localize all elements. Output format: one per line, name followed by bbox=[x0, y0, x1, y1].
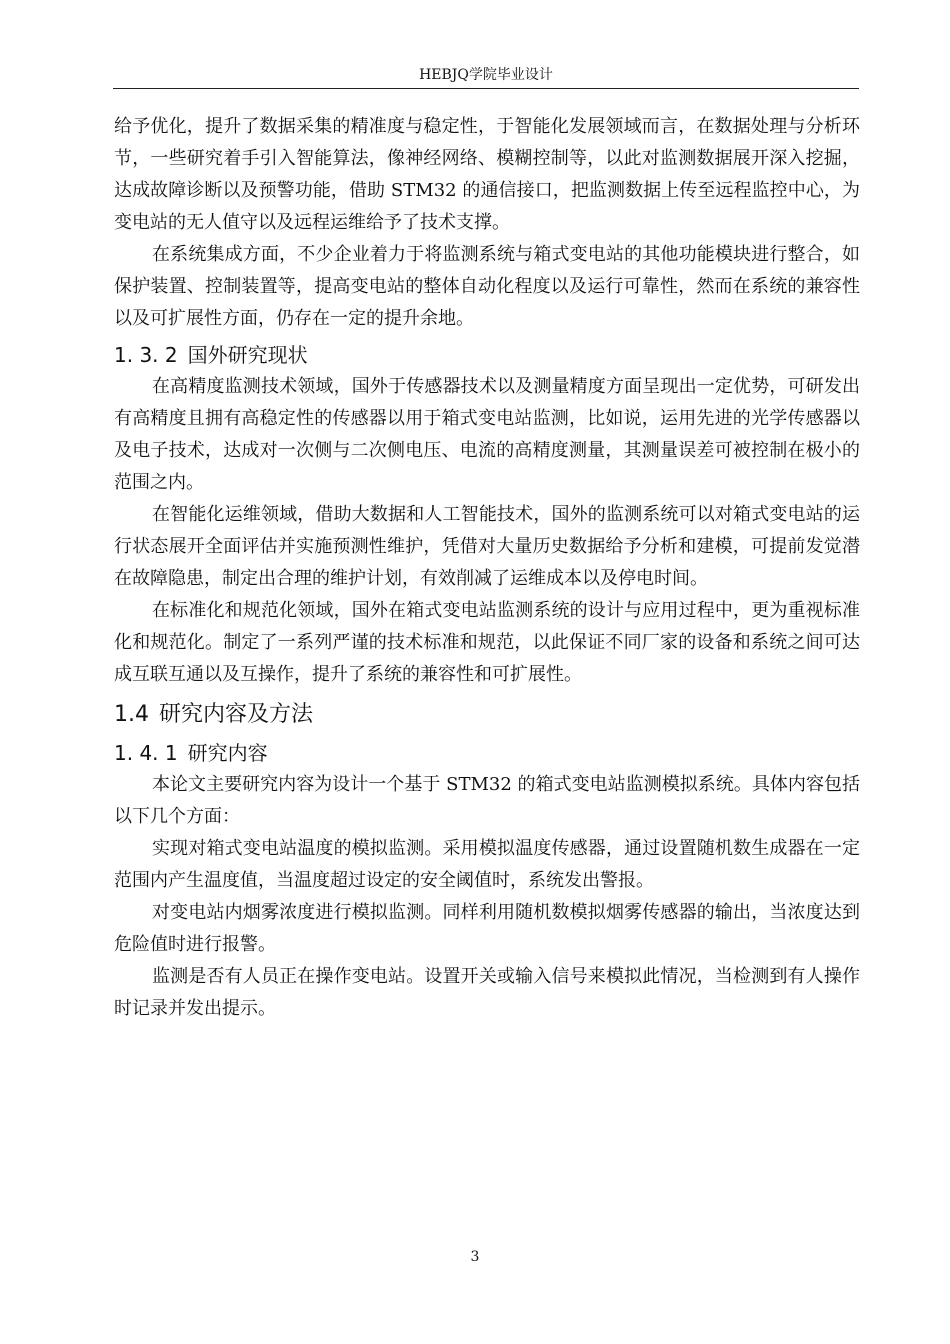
section-title: 国外研究现状 bbox=[187, 343, 308, 367]
section-heading-1-4 bbox=[114, 697, 860, 733]
section-number: 1.4 bbox=[114, 702, 149, 727]
paragraph-smoke-monitoring: 对变电站内烟雾浓度进行模拟监测。同样利用随机数模拟烟雾传感器的输出，当浓度达到危险值时进行报警。 bbox=[114, 902, 860, 955]
section-number: 1. 3. 2 bbox=[114, 343, 178, 367]
paragraph-high-precision: 在高精度监测技术领域，国外于传感器技术以及测量精度方面呈现出一定优势，可研发出有高精度且拥有高稳定性的传感器以用于箱式变电站监测，比如说，运用先进的光学传感器以及电子技术，达成对一次侧与二次侧电压、电流的高精度测量，其测量误差可被控制在极小的范围之内。 bbox=[114, 376, 860, 493]
section-number: 1. 4. 1 bbox=[114, 741, 178, 765]
page-header: HEBJQ学院毕业设计 bbox=[419, 67, 553, 83]
header-divider bbox=[113, 88, 859, 89]
document-body bbox=[114, 111, 860, 1025]
section-heading-1-4-1 bbox=[114, 737, 860, 769]
paragraph-system-integration: 在系统集成方面，不少企业着力于将监测系统与箱式变电站的其他功能模块进行整合，如保护装置、控制装置等，提高变电站的整体自动化程度以及运行可靠性，然而在系统的兼容性以及可扩展性方面，仍存在一定的提升余地。 bbox=[114, 244, 860, 329]
paragraph-intro-continuation: 给予优化，提升了数据采集的精准度与稳定性，于智能化发展领域而言，在数据处理与分析环节，一些研究着手引入智能算法，像神经网络、模糊控制等，以此对监测数据展开深入挖掘，达成故障诊断以及预警功能，借助 STM32 的通信接口，把监测数据上传至远程监控中心，为变电站的无人值守以及远程运维给予了技术支撑。 bbox=[114, 116, 860, 233]
paragraph-standardization: 在标准化和规范化领域，国外在箱式变电站监测系统的设计与应用过程中，更为重视标准化和规范化。制定了一系列严谨的技术标准和规范，以此保证不同厂家的设备和系统之间可达成互联互通以及互操作，提升了系统的兼容性和可扩展性。 bbox=[114, 600, 860, 685]
page-number: 3 bbox=[470, 1249, 480, 1265]
paragraph-research-content: 本论文主要研究内容为设计一个基于 STM32 的箱式变电站监测模拟系统。具体内容包括以下几个方面： bbox=[114, 774, 860, 827]
paragraph-personnel-monitoring: 监测是否有人员正在操作变电站。设置开关或输入信号来模拟此情况，当检测到有人操作时记录并发出提示。 bbox=[114, 966, 860, 1019]
section-title: 研究内容 bbox=[187, 741, 268, 765]
paragraph-intelligent-ops: 在智能化运维领域，借助大数据和人工智能技术，国外的监测系统可以对箱式变电站的运行状态展开全面评估并实施预测性维护，凭借对大量历史数据给予分析和建模，可提前发觉潜在故障隐患，制定出合理的维护计划，有效削减了运维成本以及停电时间。 bbox=[114, 504, 860, 589]
section-title: 研究内容及方法 bbox=[159, 702, 314, 727]
section-heading-1-3-2 bbox=[114, 339, 860, 371]
paragraph-temperature-monitoring: 实现对箱式变电站温度的模拟监测。采用模拟温度传感器，通过设置随机数生成器在一定范围内产生温度值，当温度超过设定的安全阈值时，系统发出警报。 bbox=[114, 838, 860, 891]
